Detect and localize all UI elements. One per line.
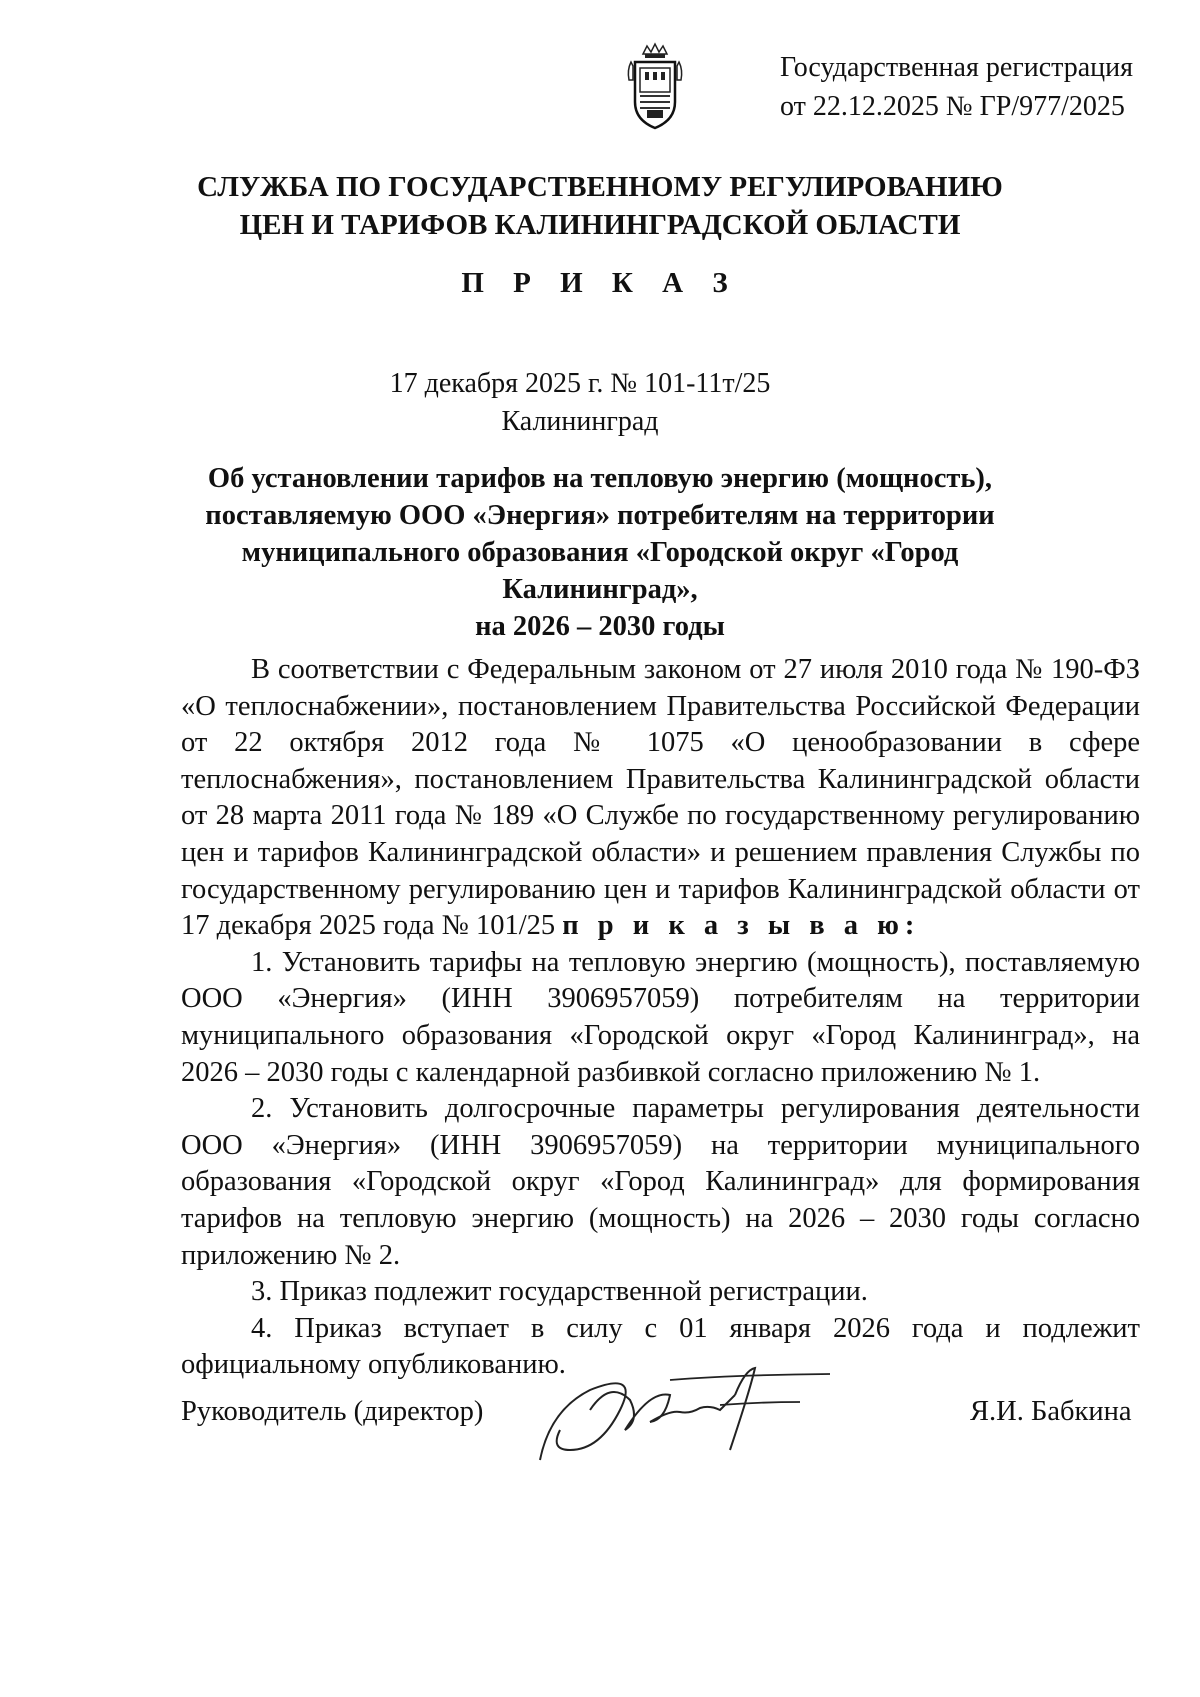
order-word: п р и к а з ы в а ю: (562, 910, 921, 942)
registration-stamp (780, 48, 1133, 126)
document-city: Калининград (501, 406, 659, 437)
order-item-4: 4. Приказ вступает в силу с 01 января 2026 года и подлежит официальному опубликованию. (181, 1312, 1140, 1381)
subject-line-2: поставляемую ООО «Энергия» потребителям на территории (205, 500, 995, 531)
organization-name (0, 168, 1200, 244)
handwritten-signature (530, 1350, 860, 1470)
coat-of-arms-icon (623, 40, 687, 136)
document-date-number: 17 декабря 2025 г. № 101-11т/25 (389, 368, 771, 399)
order-item-3: 3. Приказ подлежит государственной регистрации. (251, 1276, 868, 1308)
registration-line-1: Государственная регистрация (780, 52, 1133, 83)
document-body (181, 652, 1140, 1384)
organization-line-2: ЦЕН И ТАРИФОВ КАЛИНИНГРАДСКОЙ ОБЛАСТИ (239, 209, 961, 241)
document-subject (150, 460, 1050, 645)
preamble-paragraph (181, 652, 1140, 945)
subject-line-1: Об установлении тарифов на тепловую энергию (мощность), (207, 463, 993, 494)
signatory-position: Руководитель (директор) (181, 1396, 484, 1427)
order-item-2: 2. Установить долгосрочные параметры регулирования деятельности ООО «Энергия» (ИНН 3906957059) на территории муниципального образования «Городской округ «Город Калининград» для формирования тарифов на тепловую энергию (мощность) на 2026 – 2030 годы согласно приложению № 2. (181, 1093, 1140, 1271)
document-meta (340, 365, 820, 441)
subject-line-4: на 2026 – 2030 годы (475, 611, 725, 642)
registration-line-2: от 22.12.2025 № ГР/977/2025 (780, 91, 1125, 122)
document-type: П Р И К А З (461, 267, 739, 299)
signatory-name: Я.И. Бабкина (970, 1396, 1132, 1427)
subject-line-3: муниципального образования «Городской округ «Город Калининград», (241, 537, 959, 605)
order-item-1: 1. Установить тарифы на тепловую энергию (мощность), поставляемую ООО «Энергия» (ИНН 3906957059) потребителям на территории муниципального образования «Городской округ «Город Калининград», на 2026 – 2030 годы с календарной разбивкой согласно приложению № 1. (181, 946, 1140, 1088)
preamble-text: В соответствии с Федеральным законом от 27 июля 2010 года № 190-ФЗ «О теплоснабжении», постановлением Правительства Российской Федерации от 22 октября 2012 года № 1075 «О ценообразовании в сфере теплоснабжения», постановлением Правительства Калининградской области от 28 марта 2011 года № 189 «О Службе по государственному регулированию цен и тарифов Калининградской области» и решением правления Службы по государственному регулированию цен и тарифов Калининградской области от 17 декабря 2025 года № 101/25 (181, 654, 1140, 942)
organization-line-1: СЛУЖБА ПО ГОСУДАРСТВЕННОМУ РЕГУЛИРОВАНИЮ (197, 171, 1003, 203)
